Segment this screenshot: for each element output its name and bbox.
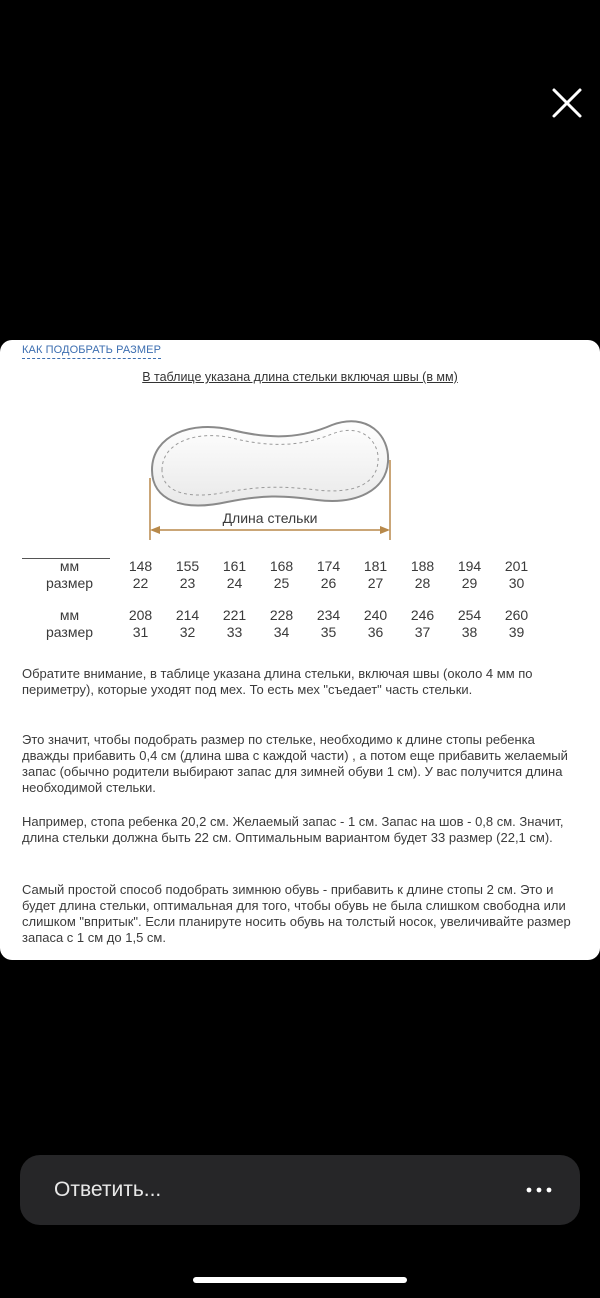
table-cell: 39 [508,624,525,640]
paragraph-simple-way: Самый простой способ подобрать зимнюю обувь - прибавить к длине стопы 2 см. Это и будет длина стельки, оптимальная для того, чтобы обувь не была слишком свободна или слишком "впритык". Если планируте носить обувь на толстый носок, увеличивайте размер запаса с 1 см до 1,5 см. [22,882,571,945]
home-indicator[interactable] [193,1277,407,1283]
table-cell: 201 [504,558,529,574]
insole-illustration [112,390,424,560]
table-cell: 27 [367,575,384,591]
size-guide-image [0,340,600,960]
table-cell: 194 [457,558,482,574]
table-cell: 34 [273,624,290,640]
more-options-button[interactable] [524,1181,554,1199]
reply-placeholder: Ответить... [54,1178,162,1201]
table-cell: 240 [363,607,388,623]
table-row [22,624,540,641]
table-cell: 26 [320,575,337,591]
table-cell: 24 [226,575,243,591]
table-cell: 155 [175,558,200,574]
table-cell: 246 [410,607,435,623]
paragraph-note: Обратите внимание, в таблице указана длина стельки, включая швы (около 4 мм по периметру), которые уходят под мех. То есть мех "съедает" часть стельки. [22,666,533,697]
paragraph-example: Например, стопа ребенка 20,2 см. Желаемый запас - 1 см. Запас на шов - 0,8 см. Значит, длина стельки должна быть 22 см. Оптимальным вариантом будет 33 размер (22,1 см). [22,814,564,845]
table-cell: 32 [179,624,196,640]
table-cell: 228 [269,607,294,623]
size-table [22,558,540,641]
table-cell: 161 [222,558,247,574]
table-cell: 29 [461,575,478,591]
table-row-label: мм [59,558,80,574]
reply-input[interactable] [20,1155,580,1225]
table-cell: 35 [320,624,337,640]
table-cell: 33 [226,624,243,640]
table-cell: 214 [175,607,200,623]
paragraph-method: Это значит, чтобы подобрать размер по стельке, необходимо к длине стопы ребенка дважды прибавить 0,4 см (длина шва с каждой части) , а потом еще прибавить желаемый запас (обычно родители выбирают запас для зимней обуви 1 см). У вас получится длина необходимой стельки. [22,732,568,795]
table-cell: 254 [457,607,482,623]
table-cell: 23 [179,575,196,591]
table-row-label: размер [45,575,94,591]
close-button[interactable] [548,84,586,122]
guide-caption: В таблице указана длина стельки включая швы (в мм) [142,370,458,384]
table-row-label: мм [59,607,80,623]
table-row [22,575,540,592]
insole-length-label: Длина стельки [222,510,318,526]
table-cell: 260 [504,607,529,623]
table-cell: 234 [316,607,341,623]
table-gap-row [22,592,540,607]
table-cell: 38 [461,624,478,640]
table-cell: 22 [132,575,149,591]
table-cell: 37 [414,624,431,640]
table-cell: 208 [128,607,153,623]
table-cell: 168 [269,558,294,574]
more-icon [524,1181,554,1199]
table-cell: 25 [273,575,290,591]
table-cell: 30 [508,575,525,591]
table-cell: 181 [363,558,388,574]
table-cell: 36 [367,624,384,640]
guide-heading: КАК ПОДОБРАТЬ РАЗМЕР [22,344,161,359]
table-cell: 221 [222,607,247,623]
table-cell: 31 [132,624,149,640]
table-cell: 148 [128,558,153,574]
table-cell: 188 [410,558,435,574]
table-row [22,607,540,624]
close-icon [548,84,586,122]
table-cell: 28 [414,575,431,591]
table-cell: 174 [316,558,341,574]
table-row-label: размер [45,624,94,640]
table-row [22,558,540,575]
insole-outline [152,421,388,505]
